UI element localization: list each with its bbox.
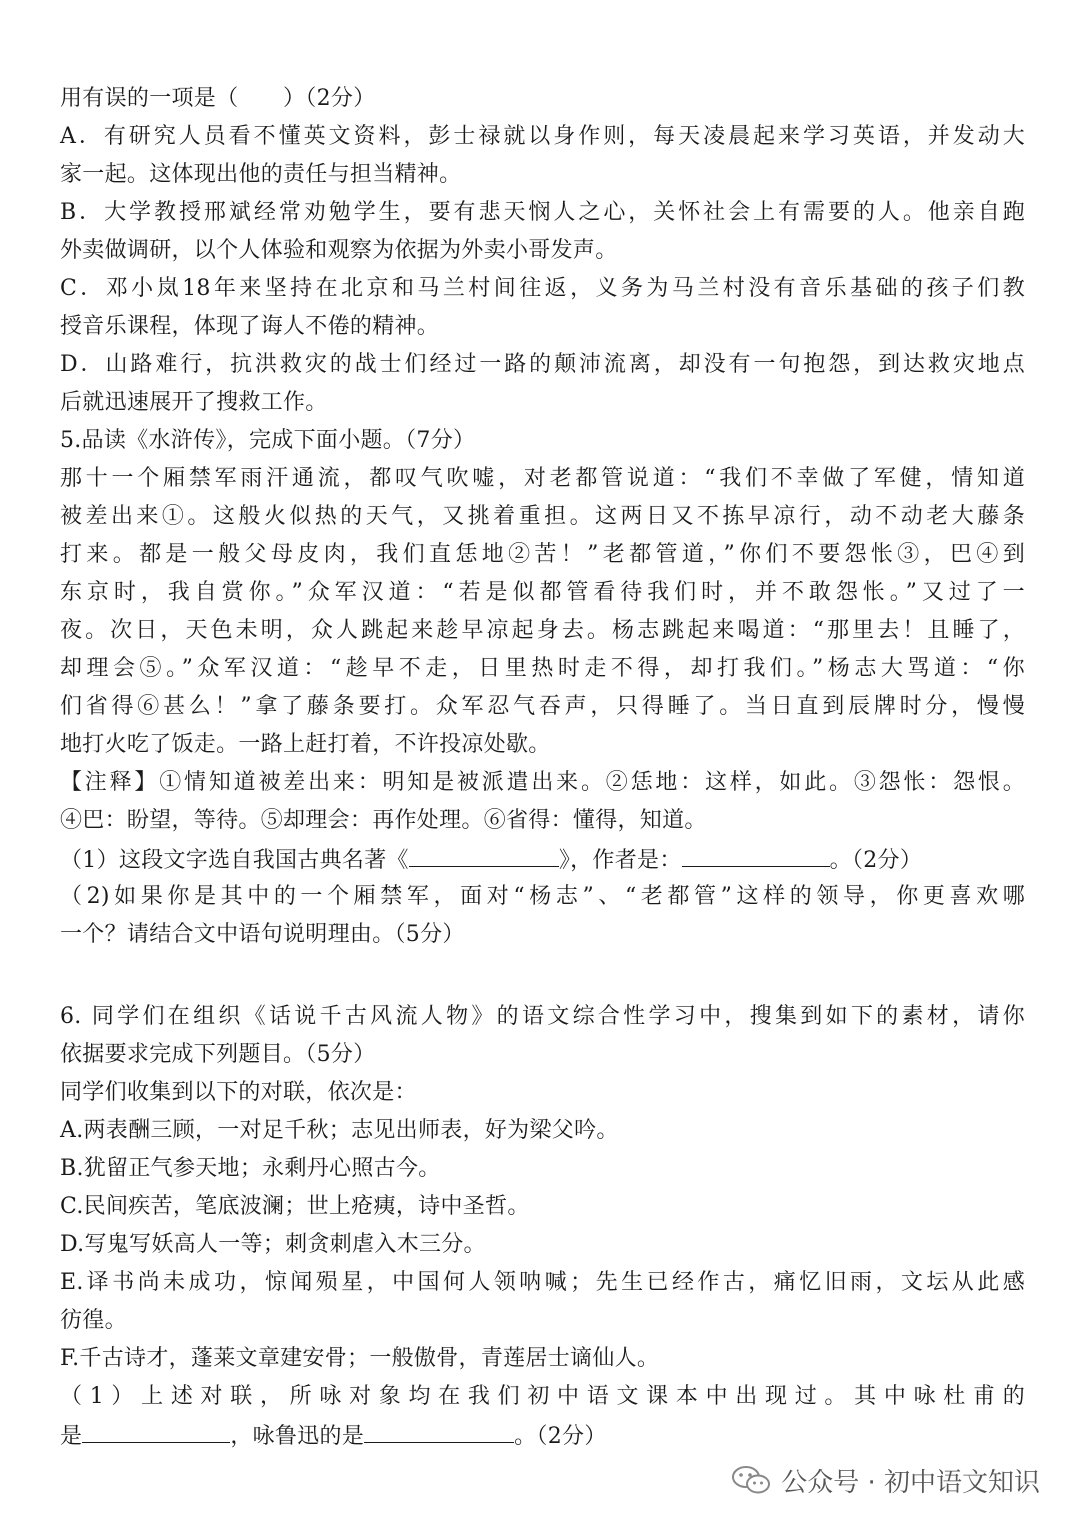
q6-title-line1: 6. 同学们在组织《话说千古风流人物》的语文综合性学习中，搜集到如下的素材，请你: [60, 1004, 1025, 1029]
q6-couplet-e-line1: E.译书尚未成功，惊闻殒星，中国何人领呐喊；先生已经作古，痛忆旧雨，文坛从此感: [60, 1270, 1025, 1295]
q5-passage-last-line: 地打火吃了饭走。一路上赶打着，不许投凉处歇。: [60, 732, 551, 757]
q5-title: 5.品读《水浒传》，完成下面小题。（7分）: [60, 428, 476, 453]
q4-option-c-line1: C．邓小岚18年来坚持在北京和马兰村间往返，义务为马兰村没有音乐基础的孩子们教: [60, 276, 1025, 301]
q5-author-blank[interactable]: [682, 840, 830, 867]
answer-space: [60, 954, 1025, 998]
q6-couplet-b: B.犹留正气参天地；永剩丹心照古今。: [60, 1156, 441, 1181]
q6-intro: 同学们收集到以下的对联，依次是：: [60, 1080, 417, 1105]
q6-couplet-f: F.千古诗才，蓬莱文章建安骨；一般傲骨，青莲居士谪仙人。: [60, 1346, 660, 1371]
q5-passage-line: 被差出来①。这般火似热的天气，又挑着重担。这两日又不拣早凉行，动不动老大藤条: [60, 504, 1025, 529]
q6-couplet-e-line2: 彷徨。: [60, 1308, 127, 1333]
q5-sub1: [60, 840, 1025, 878]
q5-sub1-prefix: （1）这段文字选自我国古典名著《: [60, 848, 409, 873]
q5-passage-line: 夜。次日，天色未明，众人跳起来趁早凉起身去。杨志跳起来喝道：“那里去！且睡了，: [60, 618, 1025, 643]
q5-passage-line: 们省得⑥甚么！”拿了藤条要打。众军忍气吞声，只得睡了。当日直到辰牌时分，慢慢: [60, 694, 1025, 719]
q4-option-c-line2: 授音乐课程，体现了诲人不倦的精神。: [60, 314, 440, 339]
q4-option-b-line2: 外卖做调研，以个人体验和观察为依据为外卖小哥发声。: [60, 238, 618, 263]
q5-book-title-blank[interactable]: [409, 840, 559, 867]
q5-passage-line: 打来。都是一般父母皮肉，我们直恁地②苦！”老都管道，”你们不要怨怅③，巴④到: [60, 542, 1025, 567]
q5-passage-line: 那十一个厢禁军雨汗通流，都叹气吹嘘，对老都管说道：“我们不幸做了军健，情知道: [60, 466, 1025, 491]
watermark-text: 公众号 · 初中语文知识: [781, 1467, 1040, 1498]
q4-stem-tail: 用有误的一项是（ ）（2分）: [60, 86, 376, 111]
q4-option-d-line1: D．山路难行，抗洪救灾的战士们经过一路的颠沛流离，却没有一句抱怨，到达救灾地点: [60, 352, 1025, 377]
q4-option-b-line1: B．大学教授邢斌经常劝勉学生，要有悲天悯人之心，关怀社会上有需要的人。他亲自跑: [60, 200, 1025, 225]
q6-sub1-line1: （1）上述对联，所咏对象均在我们初中语文课本中出现过。其中咏杜甫的: [60, 1384, 1025, 1409]
q5-passage-line: 却理会⑤。”众军汉道：“趁早不走，日里热时走不得，却打我们。”杨志大骂道：“你: [60, 656, 1025, 681]
q6-sub1-prefix: 是: [60, 1424, 83, 1449]
q6-sub1-line2: [60, 1416, 1025, 1454]
watermark: [731, 1460, 1040, 1500]
q6-sub1-suffix: 。（2分）: [514, 1424, 607, 1449]
q5-note-line1: 【注释】①情知道被差出来：明知是被派遣出来。②恁地：这样，如此。③怨怅：怨恨。: [60, 770, 1025, 795]
q5-sub1-mid: 》，作者是：: [558, 848, 682, 873]
q5-sub2-line2: 一个？请结合文中语句说明理由。（5分）: [60, 922, 465, 947]
q4-option-d-line2: 后就迅速展开了搜救工作。: [60, 390, 328, 415]
q5-note-line2: ④巴：盼望，等待。⑤却理会：再作处理。⑥省得：懂得，知道。: [60, 808, 707, 833]
q6-couplet-d: D.写鬼写妖高人一等；刺贪刺虐入木三分。: [60, 1232, 486, 1257]
q6-dufu-blank[interactable]: [82, 1416, 230, 1443]
q6-luxun-blank[interactable]: [364, 1416, 514, 1443]
exam-page: [60, 80, 1025, 1454]
q6-sub1-mid: ，咏鲁迅的是: [230, 1424, 365, 1449]
q5-sub2-line1: （2)如果你是其中的一个厢禁军，面对“杨志”、“老都管”这样的领导，你更喜欢哪: [60, 884, 1025, 909]
q4-option-a-line1: A．有研究人员看不懂英文资料，彭士禄就以身作则，每天凌晨起来学习英语，并发动大: [60, 124, 1025, 149]
q6-couplet-a: A.两表酬三顾，一对足千秋；志见出师表，好为梁父吟。: [60, 1118, 619, 1143]
q4-option-a-line2: 家一起。这体现出他的责任与担当精神。: [60, 162, 462, 187]
q5-passage-line: 东京时，我自赏你。”众军汉道：“若是似都管看待我们时，并不敢怨怅。”又过了一: [60, 580, 1025, 605]
q6-couplet-c: C.民间疾苦，笔底波澜；世上疮痍，诗中圣哲。: [60, 1194, 530, 1219]
wechat-icon: [731, 1465, 771, 1495]
q5-sub1-suffix: 。（2分）: [829, 848, 923, 873]
q6-title-line2: 依据要求完成下列题目。（5分）: [60, 1042, 376, 1067]
